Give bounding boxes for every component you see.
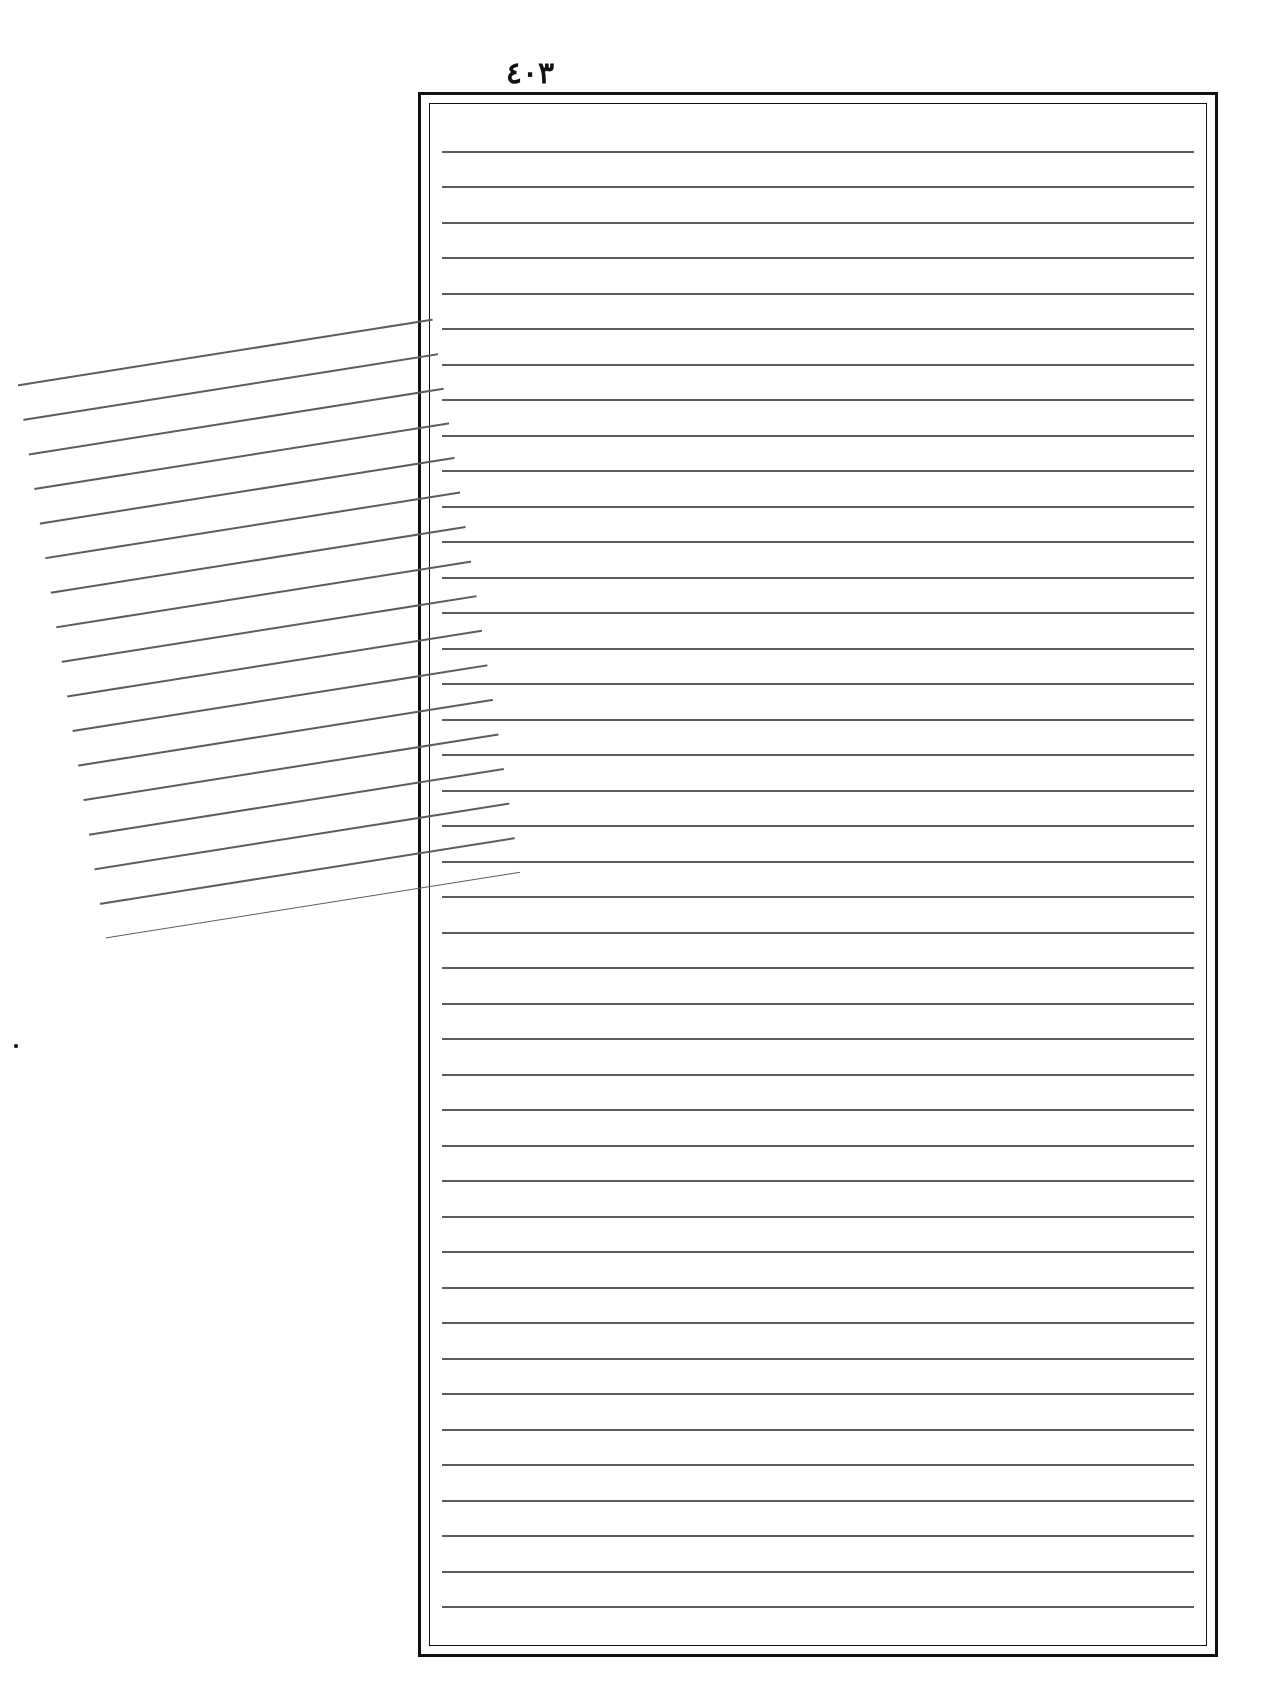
text-line <box>442 404 1194 437</box>
speck-mark <box>14 1044 18 1048</box>
text-line <box>442 1256 1194 1289</box>
text-line <box>442 582 1194 615</box>
text-line <box>442 1505 1194 1538</box>
text-line <box>442 120 1194 153</box>
text-line <box>442 937 1194 970</box>
text-line <box>442 333 1194 366</box>
text-line <box>442 1079 1194 1112</box>
text-line <box>442 1434 1194 1467</box>
text-line <box>442 1043 1194 1076</box>
main-text-block <box>442 120 1194 1629</box>
text-line <box>442 511 1194 544</box>
text-line <box>442 759 1194 792</box>
text-line <box>442 795 1194 828</box>
text-frame-inner-border <box>429 103 1207 1646</box>
text-line <box>442 546 1194 579</box>
text-line <box>442 1327 1194 1360</box>
text-line <box>442 1398 1194 1431</box>
text-line <box>442 369 1194 402</box>
text-line <box>442 298 1194 331</box>
text-line <box>442 688 1194 721</box>
text-line <box>442 830 1194 863</box>
text-line <box>442 1008 1194 1041</box>
text-line <box>442 901 1194 934</box>
text-line <box>442 1363 1194 1396</box>
text-line <box>442 617 1194 650</box>
text-line <box>442 227 1194 260</box>
text-line <box>442 1540 1194 1573</box>
page-number: ٤٠٣ <box>505 56 555 91</box>
text-line <box>442 1221 1194 1254</box>
text-line <box>442 475 1194 508</box>
text-line <box>442 866 1194 899</box>
text-line <box>442 653 1194 686</box>
text-line <box>442 1150 1194 1183</box>
text-line <box>442 191 1194 224</box>
text-line <box>442 1114 1194 1147</box>
text-line <box>442 1469 1194 1502</box>
text-line <box>442 1185 1194 1218</box>
text-line <box>442 440 1194 473</box>
text-frame <box>418 92 1218 1657</box>
text-line <box>442 972 1194 1005</box>
text-line <box>442 1576 1194 1609</box>
text-line <box>442 156 1194 189</box>
text-line <box>442 1611 1194 1629</box>
text-line <box>442 724 1194 757</box>
text-line <box>442 262 1194 295</box>
text-line <box>442 1292 1194 1325</box>
